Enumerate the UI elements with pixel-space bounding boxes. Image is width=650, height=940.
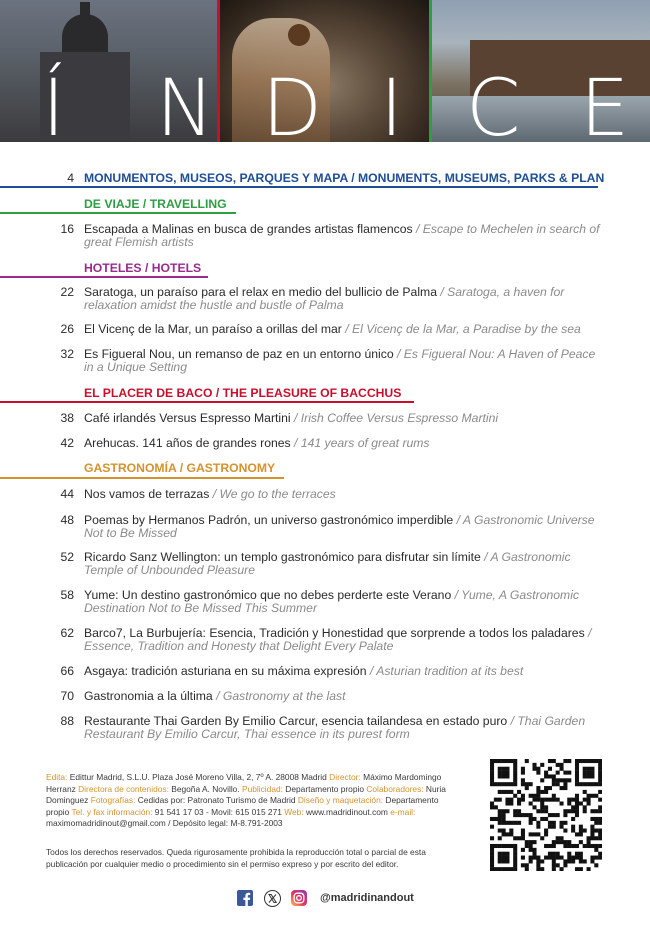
entry-title-es: Restaurante Thai Garden By Emilio Carcur, esencia tailandesa en estado puro [84,714,508,728]
page-number: 58 [60,588,74,602]
section-underline [0,276,208,278]
page-number: 70 [60,689,74,703]
page-number: 52 [60,550,74,564]
entry-title-en: / Es Figueral Nou: A Haven of Peace in a Unique Setting [84,347,596,374]
title-letter-5: C [466,64,521,142]
entry-title-en: / Escape to Mechelen in search of great Flemish artists [84,222,600,249]
title-letter-6: E [580,64,630,142]
entry-title-es: Barco7, La Burbujería: Esencia, Tradición y Honestidad que sorprende a todos los paladares [84,626,585,640]
entry-title-es: Arehucas. 141 años de grandes rones [84,436,291,450]
page-number: 42 [60,436,74,450]
entry-title-en: / A Gastronomic Universe Not to Be Missed [84,513,595,540]
section-underline [0,212,236,214]
entry-title-es: Nos vamos de terrazas [84,487,210,501]
section-heading-gastronomia[interactable]: GASTRONOMÍA / GASTRONOMY [84,461,276,475]
rights-notice: Todos los derechos reservados. Queda rigurosamente prohibida la reproducción total o parcial de esta publicación por cualquier medio o procedimiento sin el permiso expreso y por escrito del editor. [46,847,426,869]
title-letter-3: D [262,64,323,142]
entry-title-es: Asgaya: tradición asturiana en su máxima expresión [84,664,367,678]
website-link[interactable]: www.madridinout.com [303,806,391,817]
social-handle[interactable]: @madridinandout [320,892,414,904]
credit-value: Departamento propio [46,795,439,817]
credit-label: Tel. y fax información: [71,806,153,817]
credit-value: Departamento propio [282,783,367,794]
credit-value: Cedidas por: Patronato Turismo de Madrid [135,795,298,806]
title-letter-2: N [156,64,215,142]
entry-title-en: / Essence, Tradition and Honesty that Delight Every Palate [84,626,592,653]
entry-title-en: / We go to the terraces [209,487,336,501]
credits-block [46,772,456,830]
page-number: 4 [67,171,74,185]
divider-red [217,0,220,142]
entry-title-en: / Saratoga, a haven for relaxation amidst the hustle and bustle of Palma [84,285,565,312]
qr-code[interactable] [490,759,602,871]
entry-title-en: / Thai Garden Restaurant By Emilio Carcur, Thai essence in its purest form [84,714,586,741]
section-underline [0,477,284,479]
credit-value: Máximo Mardomingo Herranz [46,772,442,794]
credit-label: e-mail: [390,806,416,817]
x-twitter-icon[interactable] [263,889,281,907]
credit-value: Edittur Madrid, S.L.U. Plaza José Moreno Villa, 2, 7º A. 28008 Madrid [67,772,330,782]
page-number: 26 [60,322,74,336]
entry-title-en: / Asturian tradition at its best [366,664,524,678]
credit-label: Directora de contenidos: [78,783,169,794]
page-number: 44 [60,487,74,501]
credit-label: Edita: [46,772,68,782]
section-underline [0,186,598,188]
page-number: 88 [60,714,74,728]
entry-title-en: / Irish Coffee Versus Espresso Martini [290,411,499,425]
entry-title-es: Yume: Un destino gastronómico que no debes perderte este Verano [84,588,452,602]
entry-title-en: / 141 years of great rums [290,436,430,450]
entry-title-es: Escapada a Malinas en busca de grandes artistas flamencos [84,222,413,236]
credit-value: 91 541 17 03 - Movil: 615 015 271 [152,806,285,817]
entry-title-es: Gastronomia a la última [84,689,213,703]
entry-title-es: Poemas by Hermanos Padrón, un universo gastronómico imperdible [84,513,454,527]
credit-label: Web: [284,806,304,817]
page-number: 66 [60,664,74,678]
section-heading-viaje[interactable]: DE VIAJE / TRAVELLING [84,197,227,211]
header-banner [0,0,650,142]
entry-title-es: El Vicenç de la Mar, un paraíso a orillas del mar [84,322,342,336]
section-heading-monumentos[interactable]: MONUMENTOS, MUSEOS, PARQUES Y MAPA / MONUMENTS, MUSEUMS, PARKS & PLAN [84,171,605,185]
page-number: 32 [60,347,74,361]
credit-label: Director: [329,772,361,782]
entry-title-es: Saratoga, un paraíso para el relax en medio del bullicio de Palma [84,285,437,299]
social-links [236,888,414,908]
entry-title-es: Es Figueral Nou, un remanso de paz en un entorno único [84,347,394,361]
entry-title-es: Café irlandés Versus Espresso Martini [84,411,291,425]
credit-label: Fotografías: [90,795,136,806]
section-heading-baco[interactable]: EL PLACER DE BACO / THE PLEASURE OF BACCHUS [84,386,402,400]
page-number: 62 [60,626,74,640]
instagram-icon[interactable] [290,889,308,907]
page-number: 16 [60,222,74,236]
divider-green [429,0,432,142]
entry-title-en: / A Gastronomic Temple of Unbounded Pleasure [84,550,571,577]
title-letter-1: Í [42,64,66,142]
entry-title-en: / El Vicenç de la Mar, a Paradise by the sea [341,322,581,336]
credit-label: Publicidad: [242,783,283,794]
section-heading-hoteles[interactable]: HOTELES / HOTELS [84,261,202,275]
credit-label: Diseño y maquetación: [297,795,384,806]
entry-title-en: / Yume, A Gastronomic Destination Not to Be Missed This Summer [84,588,580,615]
facebook-icon[interactable] [236,889,254,907]
title-letter-4: I [380,64,404,142]
email-link[interactable]: maximomadridinout@gmail.com / Depósito legal: M-8.791-2003 [46,818,283,829]
credit-label: Colaboradores: [366,783,424,794]
page-number: 22 [60,285,74,299]
credit-value: Nuria Dominguez [46,783,446,806]
entry-title-es: Ricardo Sanz Wellington: un templo gastronómico para disfrutar sin límite [84,550,481,564]
page-number: 38 [60,411,74,425]
credit-value: Begoña A. Novillo. [168,783,242,794]
section-underline [0,401,414,403]
entry-title-en: / Gastronomy at the last [212,689,346,703]
page-number: 48 [60,513,74,527]
